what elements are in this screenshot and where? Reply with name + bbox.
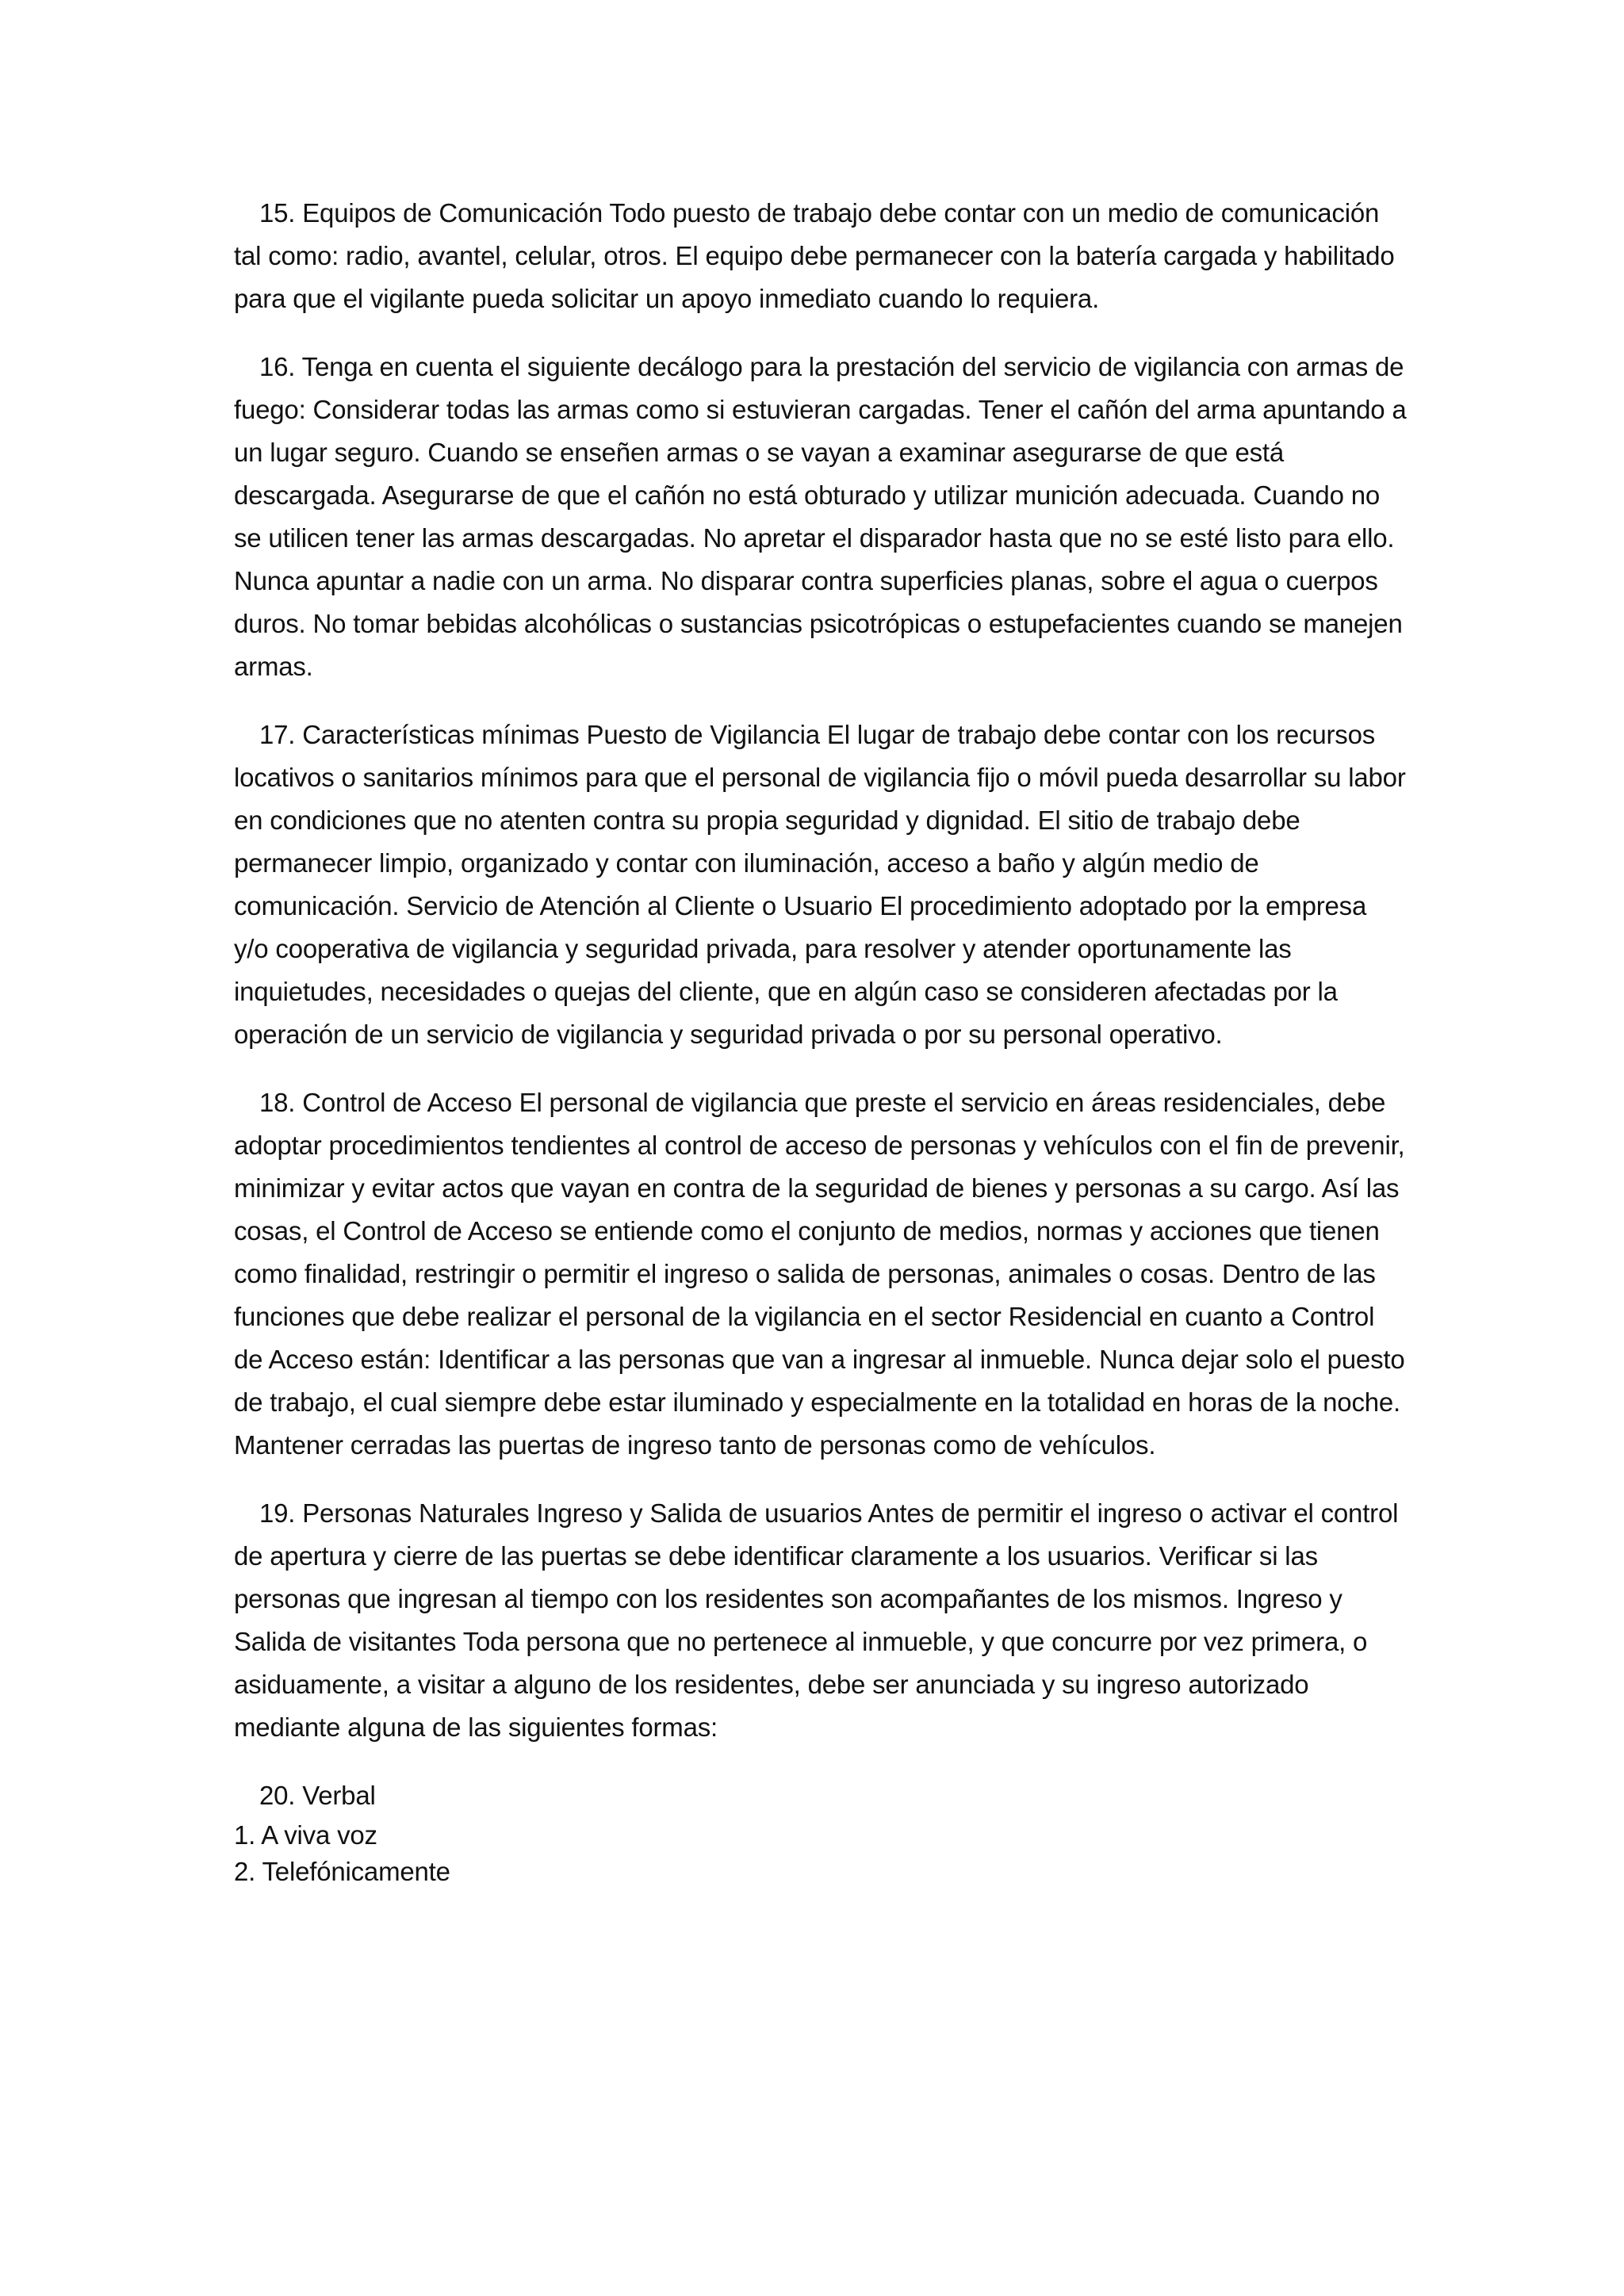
paragraph-18: 18. Control de Acceso El personal de vigilancia que preste el servicio en áreas residenciales, debe adoptar procedimientos tendientes al control de acceso de personas y vehículos con el fin de prevenir, minimizar y evitar actos que vayan en contra de la seguridad de bienes y personas a su cargo. Así las cosas, el Control de Acceso se entiende como el conjunto de medios, normas y acciones que tienen como finalidad, restringir o permitir el ingreso o salida de personas, animales o cosas. Dentro de las funciones que debe realizar el personal de la vigilancia en el sector Residencial en cuanto a Control de Acceso están: Identificar a las personas que van a ingresar al inmueble. Nunca dejar solo el puesto de trabajo, el cual siempre debe estar iluminado y especialmente en la totalidad en horas de la noche. Mantener cerradas las puertas de ingreso tanto de personas como de vehículos. bbox=[234, 1088, 1405, 1460]
paragraph-16: 16. Tenga en cuenta el siguiente decálogo para la prestación del servicio de vigilancia con armas de fuego: Considerar todas las armas como si estuvieran cargadas. Tener el cañón del arma apuntando a un lugar seguro. Cuando se enseñen armas o se vayan a examinar asegurarse de que está descargada. Asegurarse de que el cañón no está obturado y utilizar munición adecuada. Cuando no se utilicen tener las armas descargadas. No apretar el disparador hasta que no se esté listo para ello. Nunca apuntar a nadie con un arma. No disparar contra superficies planas, sobre el agua o cuerpos duros. No tomar bebidas alcohólicas o sustancias psicotrópicas o estupefacientes cuando se manejen armas. bbox=[234, 352, 1407, 681]
verbal-forms-list bbox=[234, 1817, 1408, 1890]
paragraph-17: 17. Características mínimas Puesto de Vigilancia El lugar de trabajo debe contar con los recursos locativos o sanitarios mínimos para que el personal de vigilancia fijo o móvil pueda desarrollar su labor en condiciones que no atenten contra su propia seguridad y dignidad. El sitio de trabajo debe permanecer limpio, organizado y contar con iluminación, acceso a baño y algún medio de comunicación. Servicio de Atención al Cliente o Usuario El procedimiento adoptado por la empresa y/o cooperativa de vigilancia y seguridad privada, para resolver y atender oportunamente las inquietudes, necesidades o quejas del cliente, que en algún caso se consideren afectadas por la operación de un servicio de vigilancia y seguridad privada o por su personal operativo. bbox=[234, 720, 1406, 1049]
paragraph-19: 19. Personas Naturales Ingreso y Salida de usuarios Antes de permitir el ingreso o activar el control de apertura y cierre de las puertas se debe identificar claramente a los usuarios. Verificar si las personas que ingresan al tiempo con los residentes son acompañantes de los mismos. Ingreso y Salida de visitantes Toda persona que no pertenece al inmueble, y que concurre por vez primera, o asiduamente, a visitar a alguno de los residentes, debe ser anunciada y su ingreso autorizado mediante alguna de las siguientes formas: bbox=[234, 1498, 1399, 1742]
list-item: 1. A viva voz bbox=[234, 1820, 377, 1850]
list-item: 2. Telefónicamente bbox=[234, 1857, 450, 1886]
document-body bbox=[234, 192, 1408, 1890]
paragraph-15: 15. Equipos de Comunicación Todo puesto de trabajo debe contar con un medio de comunicación tal como: radio, avantel, celular, otros. El equipo debe permanecer con la batería cargada y habilitado para que el vigilante pueda solicitar un apoyo inmediato cuando lo requiera. bbox=[234, 198, 1395, 313]
paragraph-20: 20. Verbal bbox=[259, 1781, 376, 1810]
